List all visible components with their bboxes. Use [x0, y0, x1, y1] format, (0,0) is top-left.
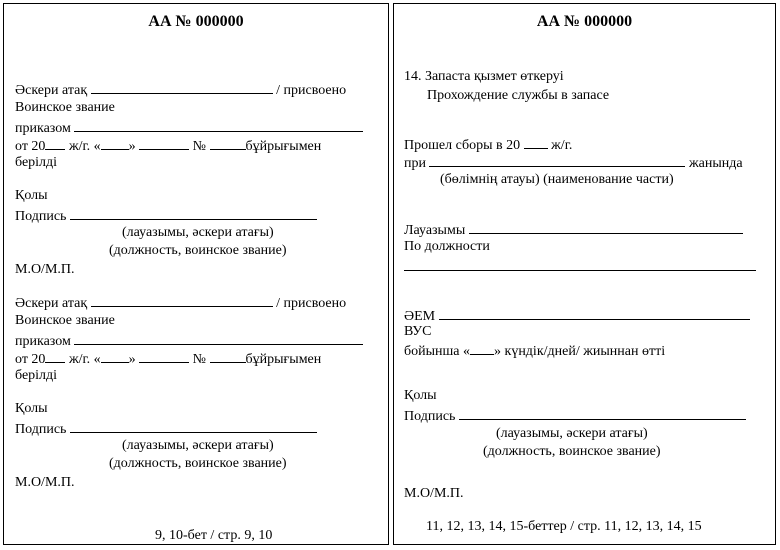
order-date-line: от 20 ж/г. « » № бұйрығымен [15, 349, 321, 368]
right-page [393, 3, 776, 545]
days-field[interactable] [470, 341, 494, 355]
sign-label-kz: Қолы [15, 401, 48, 416]
day-field[interactable] [101, 136, 129, 150]
left-page [3, 3, 389, 545]
signature-line: Подпись [15, 206, 317, 225]
rank-field[interactable] [91, 293, 273, 307]
stamp-label: М.О/М.П. [15, 475, 75, 490]
certificate-number: АА № 000000 [148, 13, 244, 30]
page-footer: 11, 12, 13, 14, 15-беттер / стр. 11, 12, 13, 14, 15 [426, 519, 702, 534]
year-field[interactable] [45, 136, 65, 150]
rank-label-ru: Воинское звание [15, 100, 115, 115]
stamp-label: М.О/М.П. [404, 486, 464, 501]
position-field[interactable] [469, 220, 743, 234]
order-number-field[interactable] [210, 349, 246, 363]
order-date-line: от 20 ж/г. « » № бұйрығымен [15, 136, 321, 155]
signature-caption-ru: (должность, воинское звание) [483, 444, 661, 459]
signature-field[interactable] [70, 419, 317, 433]
position-label-ru: По должности [404, 239, 490, 254]
section-title-ru: Прохождение службы в запасе [427, 88, 610, 103]
signature-field[interactable] [459, 406, 746, 420]
order-line: приказом [15, 118, 363, 137]
unit-caption: (бөлімнің атауы) (наименование части) [440, 172, 674, 187]
given-label: берілді [15, 368, 58, 383]
position-caption-ru: (должность, воинское звание) [109, 243, 287, 258]
signature-field[interactable] [70, 206, 317, 220]
training-line: Прошел сборы в 20 ж/г. [404, 135, 572, 154]
sign-label-kz: Қолы [404, 388, 437, 403]
position-caption-ru: (должность, воинское звание) [109, 456, 287, 471]
training-year-field[interactable] [524, 135, 548, 149]
certificate-number: АА № 000000 [536, 13, 633, 30]
unit-field[interactable] [429, 153, 685, 167]
page-footer: 9, 10-бет / стр. 9, 10 [155, 528, 273, 543]
rank-label-ru: Воинское звание [15, 313, 115, 328]
vus-line: ӘЕМ [404, 306, 750, 325]
sign-label-kz: Қолы [15, 188, 48, 203]
stamp-label: М.О/М.П. [15, 262, 75, 277]
month-field[interactable] [139, 349, 189, 363]
vus-field[interactable] [439, 306, 750, 320]
position-line: Лауазымы [404, 220, 743, 239]
order-line: приказом [15, 331, 363, 350]
vus-label-ru: ВУС [404, 324, 432, 339]
given-label: берілді [15, 155, 58, 170]
order-field[interactable] [74, 331, 363, 345]
rank-line: Әскери атақ / присвоено [15, 293, 346, 312]
unit-line: при жанында [404, 153, 743, 172]
section-title-kz: 14. Запаста қызмет өткеруі [404, 69, 564, 84]
rank-field[interactable] [91, 80, 273, 94]
year-field[interactable] [45, 349, 65, 363]
signature-line: Подпись [15, 419, 317, 438]
order-field[interactable] [74, 118, 363, 132]
order-number-field[interactable] [210, 136, 246, 150]
signature-caption-kz: (лауазымы, әскери атағы) [496, 426, 648, 441]
position-extra-line[interactable] [404, 270, 756, 271]
position-caption-kz: (лауазымы, әскери атағы) [122, 225, 274, 240]
rank-line: Әскери атақ / присвоено [15, 80, 346, 99]
day-field[interactable] [101, 349, 129, 363]
signature-line: Подпись [404, 406, 746, 425]
month-field[interactable] [139, 136, 189, 150]
days-line: бойынша « » күндік/дней/ жиыннан өтті [404, 341, 665, 360]
position-caption-kz: (лауазымы, әскери атағы) [122, 438, 274, 453]
